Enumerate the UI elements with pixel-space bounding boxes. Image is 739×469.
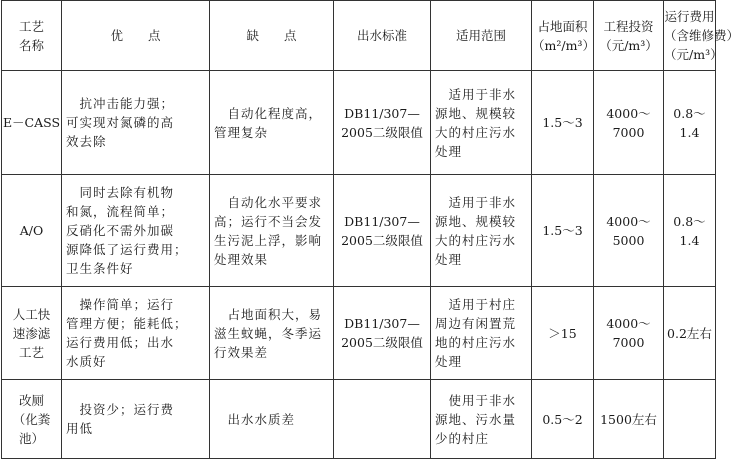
header-area: 占地面积 （m²/m³） bbox=[532, 1, 594, 71]
header-operating: 运行费用 （含维修费） （元/m³） bbox=[664, 1, 716, 71]
scope-cell: 适用于村庄 周边有闲置荒 地的村庄污水 处理 bbox=[431, 287, 532, 380]
process-comparison-table bbox=[1, 0, 739, 459]
investment-cell: 4000～7000 bbox=[594, 287, 664, 380]
process-name: E－CASS bbox=[2, 71, 62, 175]
advantages-cell: 投资少；运行费 用低 bbox=[62, 380, 210, 459]
disadvantages-cell: 占地面积大，易 滋生蚊蝇，冬季运 行效果差 bbox=[210, 287, 334, 380]
process-name: A/O bbox=[2, 175, 62, 287]
header-investment: 工程投资 （元/m³） bbox=[594, 1, 664, 71]
area-cell: 0.5～2 bbox=[532, 380, 594, 459]
table-row bbox=[2, 380, 716, 459]
operating-cell: 0.8～1.4 bbox=[664, 71, 716, 175]
advantages-cell: 同时去除有机物 和氮，流程简单； 反硝化不需外加碳 源降低了运行费用； 卫生条件好 bbox=[62, 175, 210, 287]
table-row bbox=[2, 71, 716, 175]
standard-cell bbox=[334, 380, 431, 459]
table-row bbox=[2, 287, 716, 380]
operating-cell: 0.8～1.4 bbox=[664, 175, 716, 287]
standard-cell: DB11/307— 2005二级限值 bbox=[334, 71, 431, 175]
advantages-cell: 操作简单；运行 管理方便；能耗低； 运行费用低；出水 水质好 bbox=[62, 287, 210, 380]
disadvantages-cell: 自动化水平要求 高；运行不当会发 生污泥上浮，影响 处理效果 bbox=[210, 175, 334, 287]
standard-cell: DB11/307— 2005二级限值 bbox=[334, 287, 431, 380]
area-cell: 1.5～3 bbox=[532, 175, 594, 287]
area-cell: ＞15 bbox=[532, 287, 594, 380]
header-standard: 出水标准 bbox=[334, 1, 431, 71]
header-disadvantages: 缺 点 bbox=[210, 1, 334, 71]
scope-cell: 适用于非水 源地、规模较 大的村庄污水 处理 bbox=[431, 175, 532, 287]
header-process: 工艺 名称 bbox=[2, 1, 62, 71]
investment-cell: 1500左右 bbox=[594, 380, 664, 459]
investment-cell: 4000～5000 bbox=[594, 175, 664, 287]
advantages-cell: 抗冲击能力强； 可实现对氮磷的高 效去除 bbox=[62, 71, 210, 175]
process-name: 人工快 速渗滤 工艺 bbox=[2, 287, 62, 380]
standard-cell: DB11/307— 2005二级限值 bbox=[334, 175, 431, 287]
header-scope: 适用范围 bbox=[431, 1, 532, 71]
operating-cell: 0.2左右 bbox=[664, 287, 716, 380]
table-row bbox=[2, 175, 716, 287]
operating-cell bbox=[664, 380, 716, 459]
investment-cell: 4000～7000 bbox=[594, 71, 664, 175]
disadvantages-cell: 出水水质差 bbox=[210, 380, 334, 459]
header-row bbox=[2, 1, 716, 71]
scope-cell: 使用于非水 源地、污水量 少的村庄 bbox=[431, 380, 532, 459]
scope-cell: 适用于非水 源地、规模较 大的村庄污水 处理 bbox=[431, 71, 532, 175]
area-cell: 1.5～3 bbox=[532, 71, 594, 175]
header-advantages: 优 点 bbox=[62, 1, 210, 71]
process-name: 改厕 （化粪 池） bbox=[2, 380, 62, 459]
disadvantages-cell: 自动化程度高， 管理复杂 bbox=[210, 71, 334, 175]
